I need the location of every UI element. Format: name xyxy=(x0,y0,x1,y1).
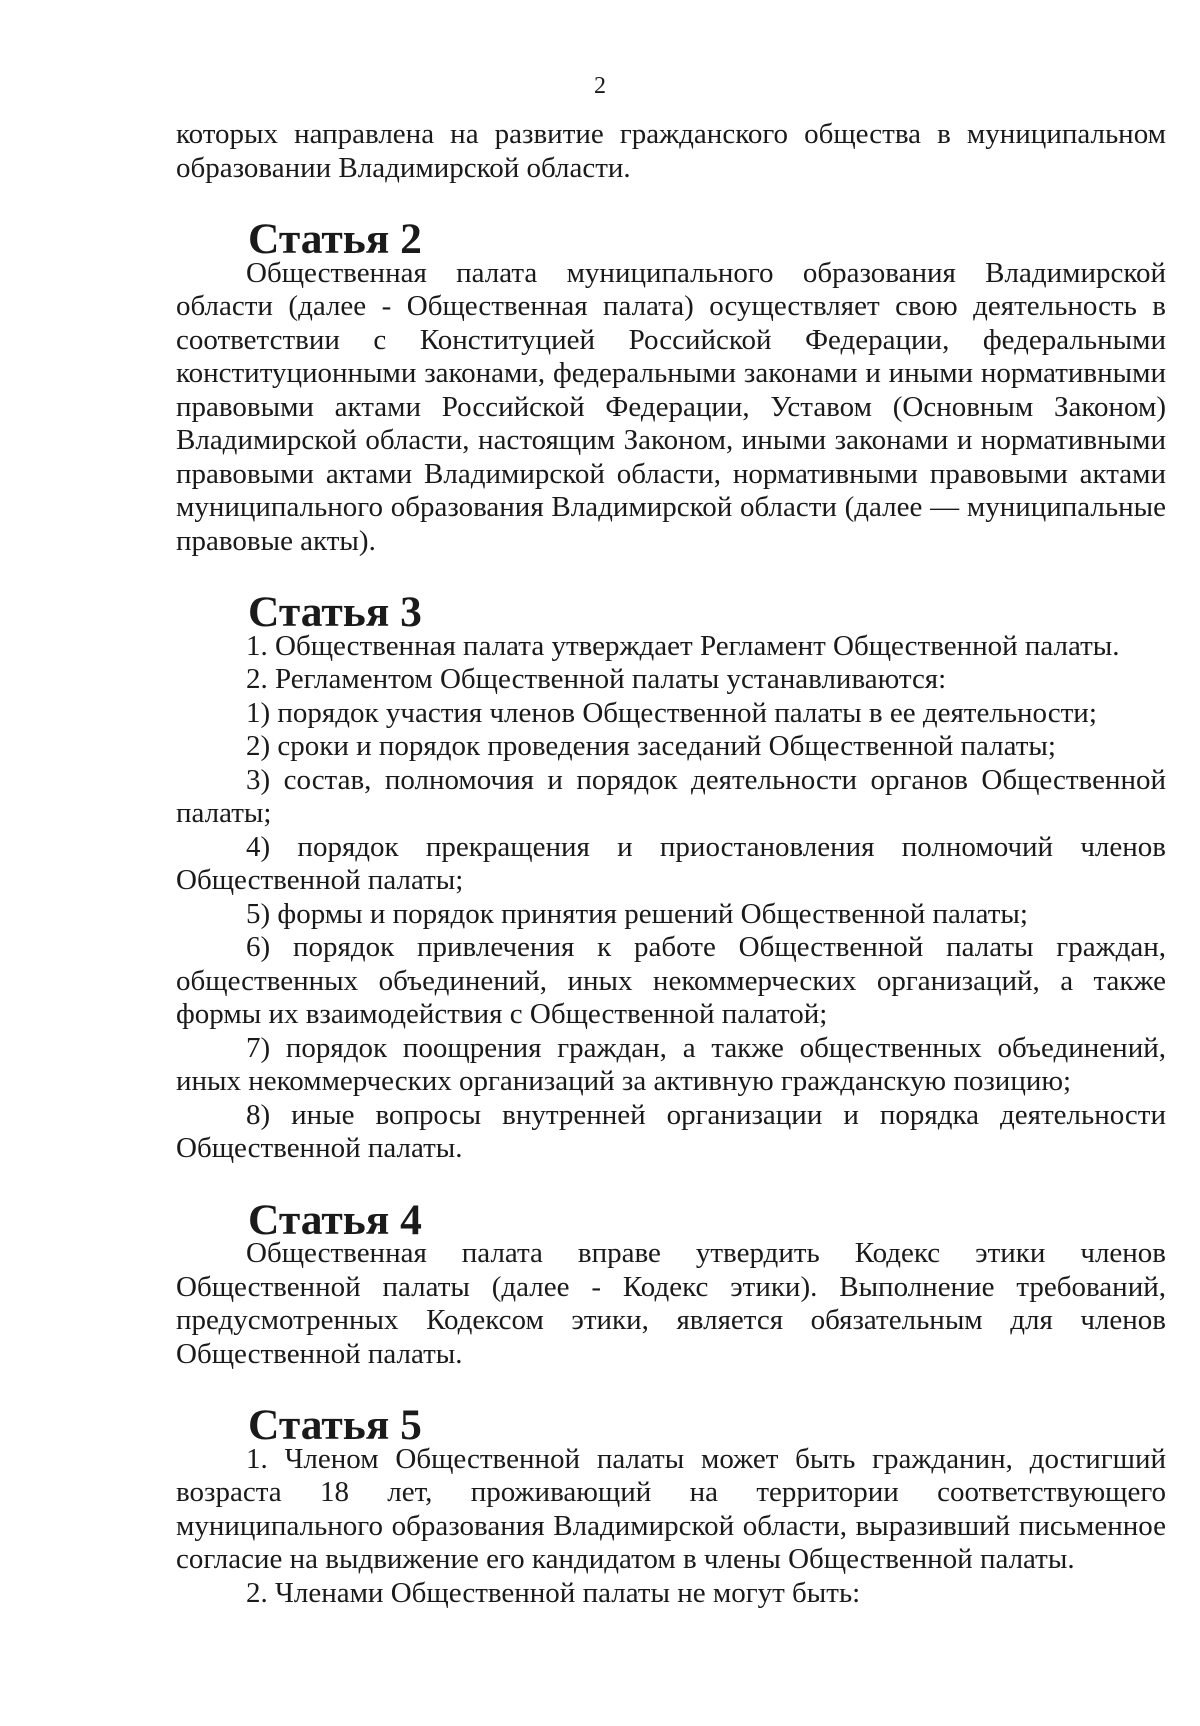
article-3 xyxy=(176,588,1166,1166)
list-item: 1) порядок участия членов Общественной палаты в ее деятельности; xyxy=(246,696,1097,729)
article-paragraph: 1. Членом Общественной палаты может быть гражданин, достигший возраста 18 лет, проживающий на территории соответствующего муниципального образования Владимирской области, выразивший письменное согласие на выдвижение его кандидатом в члены Общественной палаты. xyxy=(176,1442,1166,1575)
article-paragraph: 2. Регламентом Общественной палаты устанавливаются: xyxy=(246,663,947,695)
article-paragraph: 1. Общественная палата утверждает Регламент Общественной палаты. xyxy=(246,629,1120,662)
intro-paragraph: которых направлена на развитие гражданского общества в муниципальном образовании Владимирской области. xyxy=(176,118,1166,184)
article-paragraph: Общественная палата вправе утвердить Кодекс этики членов Общественной палаты (далее - Кодекс этики). Выполнение требований, предусмотренных Кодексом этики, является обязательным для членов Общественной палаты. xyxy=(176,1237,1166,1370)
article-5 xyxy=(176,1401,1166,1610)
article-heading: Статья 5 xyxy=(248,1401,422,1449)
list-item: 3) состав, полномочия и порядок деятельности органов Общественной палаты; xyxy=(176,763,1166,829)
list-item: 7) порядок поощрения граждан, а также общественных объединений, иных некоммерческих организаций за активную гражданскую позицию; xyxy=(176,1031,1166,1097)
list-item: 4) порядок прекращения и приостановления полномочий членов Общественной палаты; xyxy=(176,830,1166,896)
article-2 xyxy=(176,215,1166,558)
article-paragraph: Общественная палата муниципального образования Владимирской области (далее - Общественная палата) осуществляет свою деятельность в соответствии с Конституцией Российской Федерации, федеральными конституционными законами, федеральными законами и иными нормативными правовыми актами Российской Федерации, Уставом (Основным Законом) Владимирской области, настоящим Законом, иными законами и нормативными правовыми актами Владимирской области, нормативными правовыми актами муниципального образования Владимирской области (далее — муниципальные правовые акты). xyxy=(176,256,1166,557)
list-item: 2) сроки и порядок проведения заседаний Общественной палаты; xyxy=(246,730,1056,762)
list-item: 5) формы и порядок принятия решений Общественной палаты; xyxy=(246,897,1028,930)
article-4 xyxy=(176,1195,1166,1372)
article-heading: Статья 3 xyxy=(248,588,422,636)
article-heading: Статья 4 xyxy=(248,1195,422,1244)
list-item: 6) порядок привлечения к работе Общественной палаты граждан, общественных объединений, иных некоммерческих организаций, а также формы их взаимодействия с Общественной палатой; xyxy=(176,931,1166,1030)
list-item: 8) иные вопросы внутренней организации и порядка деятельности Общественной палаты. xyxy=(176,1098,1166,1164)
article-heading: Статья 2 xyxy=(248,215,422,263)
document-body xyxy=(176,118,1166,1610)
page-number: 2 xyxy=(594,73,606,99)
article-paragraph: 2. Членами Общественной палаты не могут быть: xyxy=(246,1576,861,1609)
